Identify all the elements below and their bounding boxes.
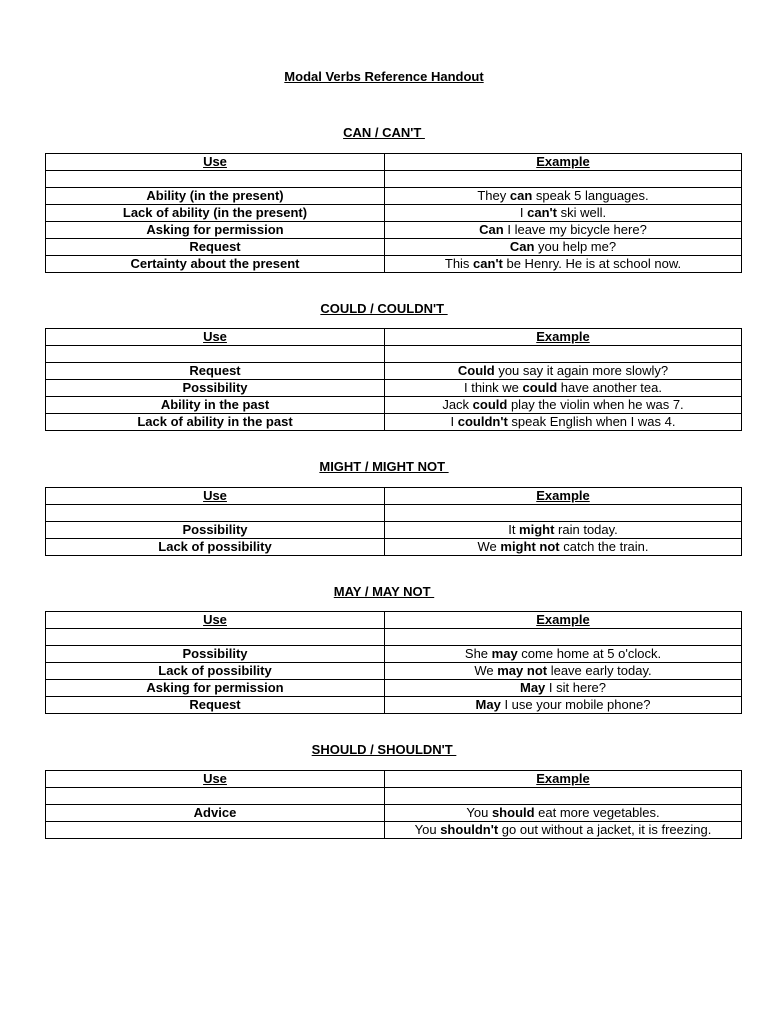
use-cell: Ability (in the present) xyxy=(46,188,385,205)
example-cell xyxy=(385,363,742,380)
use-cell: Certainty about the present xyxy=(46,256,385,273)
example-text: come home at 5 o'clock. xyxy=(517,646,662,661)
table-row xyxy=(46,363,742,380)
table-row xyxy=(46,222,742,239)
spacer-cell xyxy=(385,788,742,805)
modal-verb: may xyxy=(491,646,518,661)
modal-verb: can't xyxy=(527,205,557,220)
example-header: Example xyxy=(385,488,742,505)
example-text: It xyxy=(508,522,520,537)
modal-verb: could xyxy=(522,380,558,395)
example-cell xyxy=(385,188,742,205)
example-cell xyxy=(385,380,742,397)
use-header: Use xyxy=(46,612,385,629)
table-row xyxy=(46,256,742,273)
example-cell xyxy=(385,256,742,273)
example-text: you help me? xyxy=(534,239,617,254)
use-cell: Request xyxy=(46,697,385,714)
table-row xyxy=(46,680,742,697)
example-cell xyxy=(385,663,742,680)
table-row xyxy=(46,380,742,397)
example-text: play the violin when he was 7. xyxy=(507,397,684,412)
example-text: ski well. xyxy=(556,205,607,220)
modal-verb: can xyxy=(509,188,533,203)
example-cell xyxy=(385,239,742,256)
example-text: I sit here? xyxy=(545,680,606,695)
table-row xyxy=(46,414,742,431)
table-spacer-row xyxy=(46,788,742,805)
table-header-row xyxy=(46,771,742,788)
modal-verb: can't xyxy=(473,256,503,271)
example-cell xyxy=(385,205,742,222)
modal-verb: could xyxy=(472,397,508,412)
table-header-row xyxy=(46,612,742,629)
example-text: I use your mobile phone? xyxy=(500,697,651,712)
example-text: This xyxy=(444,256,474,271)
example-text: You xyxy=(414,822,441,837)
use-cell: Asking for permission xyxy=(46,222,385,239)
table-row xyxy=(46,697,742,714)
use-header: Use xyxy=(46,771,385,788)
table-spacer-row xyxy=(46,346,742,363)
use-cell: Lack of possibility xyxy=(46,539,385,556)
example-header: Example xyxy=(385,329,742,346)
example-text: catch the train. xyxy=(559,539,649,554)
example-text: go out without a jacket, it is freezing. xyxy=(498,822,712,837)
spacer-cell xyxy=(385,505,742,522)
table-might xyxy=(45,487,742,556)
example-text: eat more vegetables. xyxy=(534,805,660,820)
table-row xyxy=(46,188,742,205)
use-cell xyxy=(46,822,385,839)
section-heading-can: CAN / CAN'T xyxy=(343,125,425,140)
section-heading-should: SHOULD / SHOULDN'T xyxy=(311,742,457,757)
example-text: rain today. xyxy=(554,522,618,537)
example-text: I xyxy=(519,205,528,220)
example-cell xyxy=(385,414,742,431)
table-row xyxy=(46,205,742,222)
example-text: you say it again more slowly? xyxy=(494,363,669,378)
table-row xyxy=(46,663,742,680)
table-should xyxy=(45,770,742,839)
use-cell: Lack of possibility xyxy=(46,663,385,680)
modal-verb: May xyxy=(475,697,501,712)
table-row xyxy=(46,539,742,556)
example-text: Jack xyxy=(442,397,473,412)
use-cell: Request xyxy=(46,363,385,380)
use-cell: Advice xyxy=(46,805,385,822)
table-row xyxy=(46,805,742,822)
example-header: Example xyxy=(385,612,742,629)
example-cell xyxy=(385,222,742,239)
example-header: Example xyxy=(385,154,742,171)
example-text: I think we xyxy=(463,380,523,395)
modal-verb: Can xyxy=(479,222,504,237)
table-header-row xyxy=(46,154,742,171)
example-text: They xyxy=(477,188,510,203)
example-cell xyxy=(385,397,742,414)
example-text: We xyxy=(474,663,498,678)
table-spacer-row xyxy=(46,629,742,646)
table-row xyxy=(46,646,742,663)
spacer-cell xyxy=(46,171,385,188)
page-title: Modal Verbs Reference Handout xyxy=(284,69,484,84)
modal-verb: Can xyxy=(509,239,535,254)
table-header-row xyxy=(46,329,742,346)
example-text: She xyxy=(464,646,492,661)
example-header: Example xyxy=(385,771,742,788)
use-cell: Lack of ability in the past xyxy=(46,414,385,431)
table-spacer-row xyxy=(46,505,742,522)
modal-verb: may not xyxy=(497,663,548,678)
example-text: have another tea. xyxy=(557,380,662,395)
use-header: Use xyxy=(46,488,385,505)
example-text: We xyxy=(477,539,501,554)
section-heading-may: MAY / MAY NOT xyxy=(333,584,435,599)
example-text: speak English when I was 4. xyxy=(507,414,676,429)
use-cell: Ability in the past xyxy=(46,397,385,414)
modal-verb: Could xyxy=(457,363,495,378)
modal-verb: May xyxy=(520,680,546,695)
use-header: Use xyxy=(46,329,385,346)
modal-verb: should xyxy=(491,805,535,820)
example-text: You xyxy=(466,805,492,820)
table-row xyxy=(46,397,742,414)
example-text: leave early today. xyxy=(547,663,652,678)
table-may xyxy=(45,611,742,714)
example-text: I xyxy=(450,414,458,429)
section-heading-could: COULD / COULDN'T xyxy=(320,301,448,316)
use-cell: Possibility xyxy=(46,380,385,397)
spacer-cell xyxy=(385,346,742,363)
use-cell: Request xyxy=(46,239,385,256)
example-cell xyxy=(385,522,742,539)
table-row xyxy=(46,522,742,539)
use-cell: Asking for permission xyxy=(46,680,385,697)
modal-verb: couldn't xyxy=(457,414,508,429)
use-cell: Possibility xyxy=(46,522,385,539)
use-cell: Possibility xyxy=(46,646,385,663)
table-can xyxy=(45,153,742,273)
modal-verb: might xyxy=(519,522,555,537)
spacer-cell xyxy=(385,629,742,646)
spacer-cell xyxy=(385,171,742,188)
modal-verb: might not xyxy=(500,539,560,554)
table-could xyxy=(45,328,742,431)
table-row xyxy=(46,822,742,839)
table-header-row xyxy=(46,488,742,505)
example-cell xyxy=(385,697,742,714)
use-cell: Lack of ability (in the present) xyxy=(46,205,385,222)
example-cell xyxy=(385,805,742,822)
table-spacer-row xyxy=(46,171,742,188)
spacer-cell xyxy=(46,505,385,522)
spacer-cell xyxy=(46,346,385,363)
example-text: speak 5 languages. xyxy=(532,188,649,203)
example-cell xyxy=(385,680,742,697)
modal-verb: shouldn't xyxy=(440,822,499,837)
spacer-cell xyxy=(46,629,385,646)
table-row xyxy=(46,239,742,256)
example-cell xyxy=(385,646,742,663)
spacer-cell xyxy=(46,788,385,805)
example-cell xyxy=(385,539,742,556)
use-header: Use xyxy=(46,154,385,171)
section-heading-might: MIGHT / MIGHT NOT xyxy=(319,459,449,474)
example-text: be Henry. He is at school now. xyxy=(502,256,682,271)
example-text: I leave my bicycle here? xyxy=(503,222,647,237)
example-cell xyxy=(385,822,742,839)
